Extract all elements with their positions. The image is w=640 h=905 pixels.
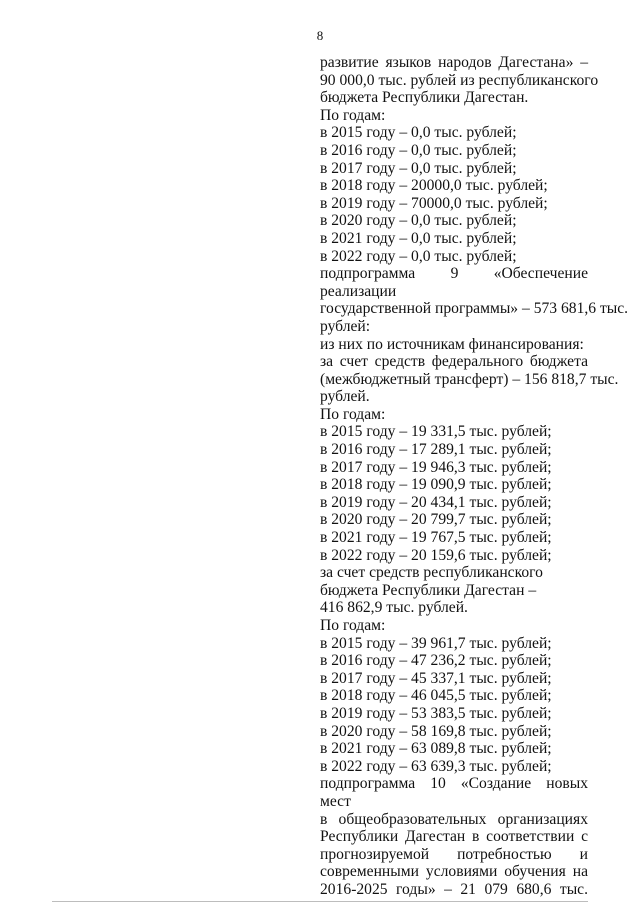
text-line: 90 000,0 тыс. рублей из республиканского — [320, 71, 599, 89]
text-line: современными условиями обучения на — [320, 863, 588, 881]
text-line: в 2020 году – 58 169,8 тыс. рублей; — [320, 722, 552, 740]
text-line: 2016-2025 годы» – 21 079 680,6 тыс. — [320, 880, 588, 898]
text-line: подпрограмма 10 «Создание новых мест — [320, 775, 588, 810]
text-column — [320, 54, 629, 899]
text-line: бюджета Республики Дагестан – — [320, 581, 537, 599]
page-number: 8 — [316, 28, 324, 43]
text-line: в 2016 году – 17 289,1 тыс. рублей; — [320, 441, 552, 459]
text-line: (межбюджетный трансферт) – 156 818,7 тыс. — [320, 370, 619, 388]
text-line: 416 862,9 тыс. рублей. — [320, 599, 468, 617]
text-line: государственной программы» – 573 681,6 тыс. — [320, 300, 629, 318]
text-line: в 2015 году – 39 961,7 тыс. рублей; — [320, 634, 552, 652]
text-line: в 2021 году – 19 767,5 тыс. рублей; — [320, 529, 552, 547]
text-line: бюджета Республики Дагестан. — [320, 89, 529, 107]
text-line: в 2018 году – 20000,0 тыс. рублей; — [320, 177, 548, 195]
text-line: рублей. — [320, 388, 370, 406]
text-line: в 2016 году – 47 236,2 тыс. рублей; — [320, 652, 552, 670]
text-line: в общеобразовательных организациях — [320, 810, 588, 828]
text-line: в 2017 году – 0,0 тыс. рублей; — [320, 159, 517, 177]
text-line: в 2017 году – 19 946,3 тыс. рублей; — [320, 458, 552, 476]
text-line: Республики Дагестан в соответствии с — [320, 828, 588, 846]
text-line: развитие языков народов Дагестана» – — [320, 54, 588, 71]
text-line: в 2022 году – 0,0 тыс. рублей; — [320, 247, 517, 265]
text-line: в 2019 году – 53 383,5 тыс. рублей; — [320, 704, 552, 722]
text-line: По годам: — [320, 106, 386, 124]
text-line: в 2020 году – 20 799,7 тыс. рублей; — [320, 511, 552, 529]
text-line: в 2016 году – 0,0 тыс. рублей; — [320, 141, 517, 159]
text-line: прогнозируемой потребностью и — [320, 845, 588, 863]
text-line: в 2021 году – 0,0 тыс. рублей; — [320, 229, 517, 247]
text-line: в 2019 году – 20 434,1 тыс. рублей; — [320, 493, 552, 511]
text-line: По годам: — [320, 405, 386, 423]
text-line: из них по источникам финансирования: — [320, 335, 584, 353]
text-line: за счет средств республиканского — [320, 564, 543, 582]
scan-edge-line — [52, 901, 588, 902]
text-line: в 2018 году – 46 045,5 тыс. рублей; — [320, 687, 552, 705]
text-line: за счет средств федерального бюджета — [320, 353, 588, 371]
text-line: подпрограмма 9 «Обеспечение реализации — [320, 265, 588, 300]
text-line: в 2017 году – 45 337,1 тыс. рублей; — [320, 669, 552, 687]
text-line: в 2020 году – 0,0 тыс. рублей; — [320, 212, 517, 230]
text-line: в 2018 году – 19 090,9 тыс. рублей; — [320, 476, 552, 494]
text-line: По годам: — [320, 617, 386, 634]
text-line: в 2022 году – 63 639,3 тыс. рублей; — [320, 757, 552, 775]
text-line: в 2015 году – 0,0 тыс. рублей; — [320, 124, 517, 142]
text-line: в 2015 году – 19 331,5 тыс. рублей; — [320, 423, 552, 441]
text-line: рублей: — [320, 317, 371, 335]
text-line: в 2021 году – 63 089,8 тыс. рублей; — [320, 740, 552, 758]
text-line: в 2019 году – 70000,0 тыс. рублей; — [320, 194, 548, 212]
text-line: в 2022 году – 20 159,6 тыс. рублей; — [320, 546, 552, 564]
